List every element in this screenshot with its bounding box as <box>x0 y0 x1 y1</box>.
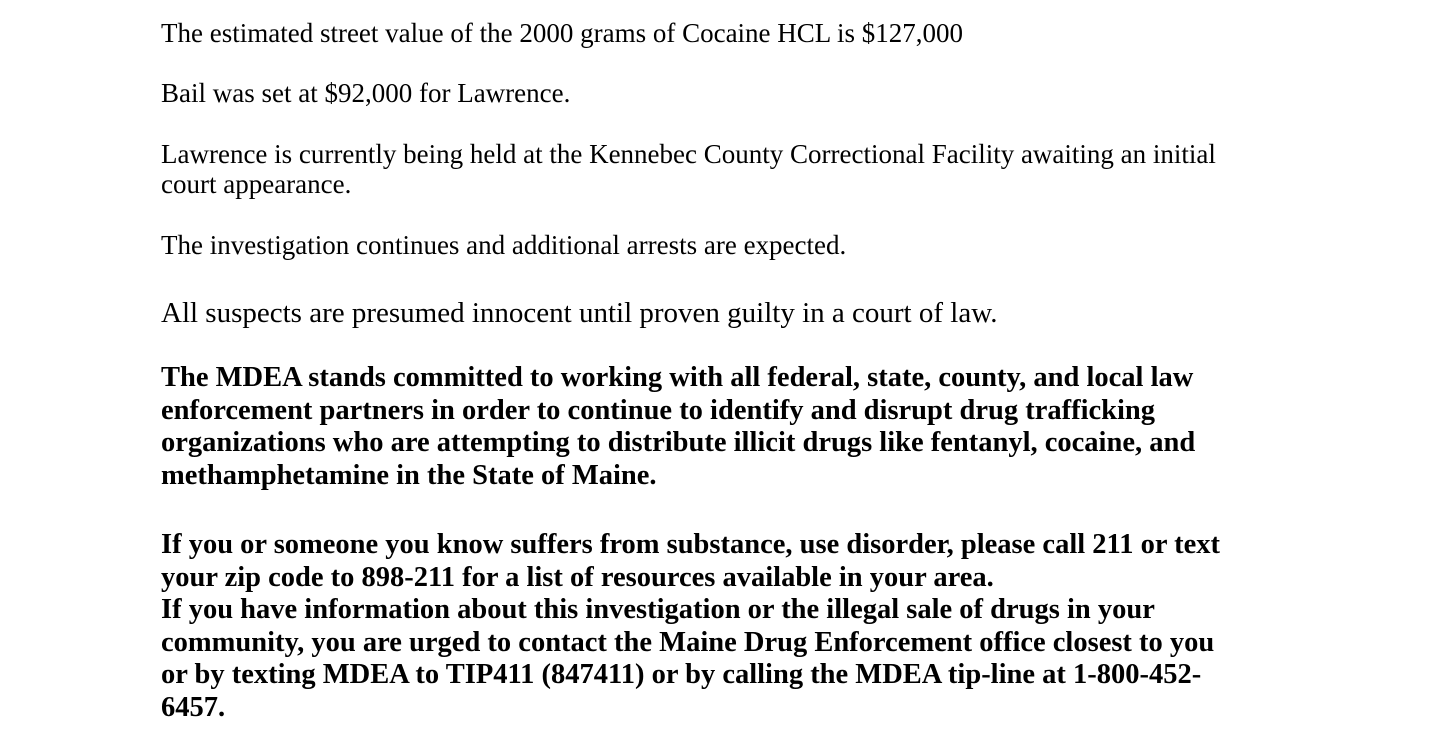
help-line-1: If you or someone you know suffers from substance, use disorder, please call 211 or text <box>161 529 1220 560</box>
help-line-2: your zip code to 898-211 for a list of resources available in your area. <box>161 561 994 593</box>
commitment-line-1: The MDEA stands committed to working with all federal, state, county, and local law <box>161 362 1194 393</box>
commitment-line-3: organizations who are attempting to distribute illicit drugs like fentanyl, cocaine, and <box>161 427 1196 458</box>
mdea-commitment-paragraph <box>161 362 1195 492</box>
custody-paragraph <box>161 139 1216 199</box>
tip-line-paragraph <box>161 594 1214 724</box>
presumed-innocent-paragraph: All suspects are presumed innocent until proven guilty in a court of law. <box>161 297 998 329</box>
investigation-paragraph: The investigation continues and additional arrests are expected. <box>161 230 847 260</box>
tip-line-4: 6457. <box>161 691 226 723</box>
substance-help-paragraph <box>161 529 1220 594</box>
street-value-paragraph: The estimated street value of the 2000 grams of Cocaine HCL is $127,000 <box>161 18 964 48</box>
bail-paragraph: Bail was set at $92,000 for Lawrence. <box>161 78 571 108</box>
custody-line-1: Lawrence is currently being held at the Kennebec County Correctional Facility awaiting an initial <box>161 139 1216 169</box>
commitment-line-4: methamphetamine in the State of Maine. <box>161 459 657 491</box>
tip-line-3: or by texting MDEA to TIP411 (847411) or by calling the MDEA tip-line at 1-800-452- <box>161 659 1202 690</box>
tip-line-1: If you have information about this investigation or the illegal sale of drugs in your <box>161 594 1155 625</box>
custody-line-2: court appearance. <box>161 169 352 199</box>
commitment-line-2: enforcement partners in order to continue to identify and disrupt drug trafficking <box>161 394 1156 426</box>
tip-line-2: community, you are urged to contact the Maine Drug Enforcement office closest to you <box>161 626 1215 658</box>
